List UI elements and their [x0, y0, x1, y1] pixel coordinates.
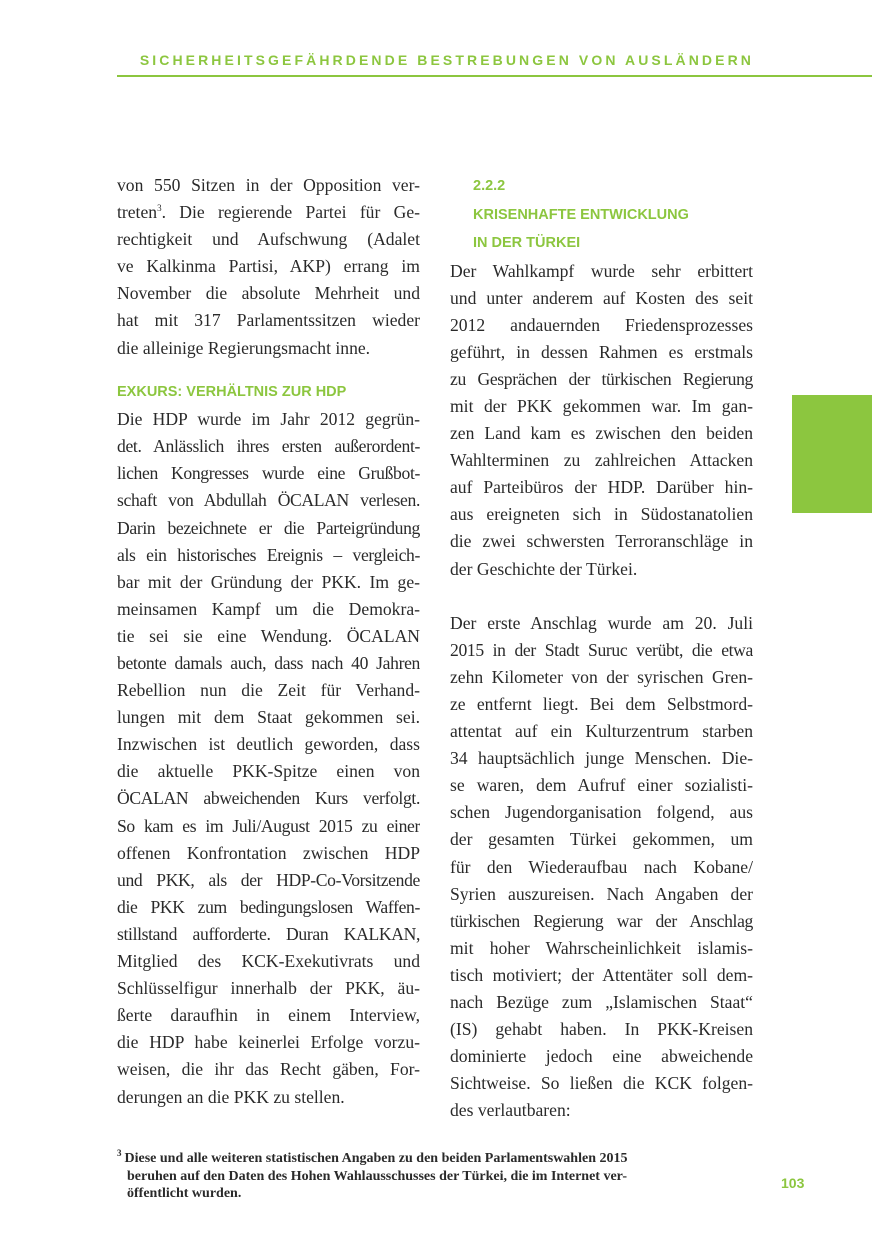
text-line: die HDP habe keinerlei Erfolge vorzu-: [117, 1032, 420, 1053]
text-line: geführt, in dessen Rahmen es erstmals: [450, 341, 753, 362]
text-line: Mitglied des KCK-Exekutivrats und: [117, 951, 420, 972]
footnote-reference[interactable]: 3: [157, 203, 162, 214]
text-line: stillstand aufforderte. Duran KALKAN,: [117, 923, 420, 944]
footnote-marker: 3: [117, 1148, 122, 1159]
header-rule: [117, 75, 872, 77]
text-line: attentat auf ein Kulturzentrum starben: [450, 721, 753, 742]
text-line: November die absolute Mehrheit und: [117, 283, 420, 304]
text-line: aus ereigneten sich in Südostanatolien: [450, 504, 753, 525]
text-line: nach Bezüge zum „Islamischen Staat“: [450, 992, 753, 1013]
text-line: schaft von Abdullah ÖCALAN verlesen.: [117, 490, 420, 511]
text-line: treten$^3$. Die regierende Partei für Ge-: [117, 202, 420, 223]
text-line: 2015 in der Stadt Suruc verübt, die etwa: [450, 639, 753, 660]
right-column: [450, 172, 753, 1125]
text-line: Darin bezeichnete er die Parteigründung: [117, 517, 420, 538]
text-line: det. Anlässlich ihres ersten außerordent-: [117, 436, 420, 457]
text-line: lungen mit dem Staat gekommen sei.: [117, 707, 420, 728]
text-line: mit hoher Wahrscheinlichkeit islamis-: [450, 937, 753, 958]
text-line: dominierte jedoch eine abweichende: [450, 1046, 753, 1067]
text-line: (IS) gehabt haben. In PKK-Kreisen: [450, 1019, 753, 1040]
text-line: ÖCALAN abweichenden Kurs verfolgt.: [117, 788, 420, 809]
text-line: ze entfernt liegt. Bei dem Selbstmord-: [450, 694, 753, 714]
text-line: der gesamten Türkei gekommen, um: [450, 829, 753, 850]
text-line: zen Land kam es zwischen den beiden: [450, 423, 753, 444]
footnote-line: beruhen auf den Daten des Hohen Wahlausschusses der Türkei, die im Internet ver-: [127, 1168, 628, 1184]
text-line: als ein historisches Ereignis – vergleich-: [117, 544, 420, 565]
section-title-line: KRISENHAFTE ENTWICKLUNG: [473, 206, 689, 223]
text-line: Wahlterminen zu zahlreichen Attacken: [450, 450, 753, 471]
text-line: für den Wiederaufbau nach Kobane/: [450, 856, 753, 877]
text-line: des verlautbaren:: [450, 1100, 571, 1121]
text-line: der Geschichte der Türkei.: [450, 558, 638, 579]
page-number: 103: [781, 1175, 805, 1191]
text-line: Rebellion nun die Zeit für Verhand-: [117, 680, 420, 701]
text-line: auf Parteibüros der HDP. Darüber hin-: [450, 477, 753, 498]
running-header: SICHERHEITSGEFÄHRDENDE BESTREBUNGEN VON AUSLÄNDERN: [139, 52, 754, 68]
text-line: die aktuelle PKK-Spitze einen von: [117, 761, 420, 782]
section-heading: [450, 172, 753, 258]
footnote-line: öffentlicht wurden.: [127, 1186, 242, 1201]
text-line: und PKK, als der HDP-Co-Vorsitzende: [117, 869, 420, 890]
text-line: So kam es im Juli/August 2015 zu einer: [117, 815, 420, 836]
text-line: se waren, dem Aufruf einer sozialisti-: [450, 775, 753, 796]
text-line: Der erste Anschlag wurde am 20. Juli: [450, 612, 753, 633]
text-line: die PKK zum bedingungslosen Waffen-: [117, 896, 420, 917]
text-line: betonte damals auch, dass nach 40 Jahren: [117, 653, 420, 673]
text-line: die alleinige Regierungsmacht inne.: [117, 337, 371, 358]
footnote: [117, 1150, 737, 1203]
text-line: Die HDP wurde im Jahr 2012 gegrün-: [117, 409, 420, 430]
text-line: bar mit der Gründung der PKK. Im ge-: [117, 571, 420, 592]
text-line: die zwei schwersten Terroranschläge in: [450, 531, 753, 552]
text-line: hat mit 317 Parlamentssitzen wieder: [117, 310, 420, 331]
text-line: meinsamen Kampf um die Demokra-: [117, 598, 420, 619]
text-line: zu Gesprächen der türkischen Regierung: [450, 368, 753, 389]
text-line: ßerte daraufhin in einem Interview,: [117, 1005, 420, 1026]
footnote-line: $^3$ Diese und alle weiteren statistischen Angaben zu den beiden Parlamentswahlen 2015: [117, 1148, 628, 1166]
text-line: Inzwischen ist deutlich geworden, dass: [117, 734, 420, 755]
text-line: derungen an die PKK zu stellen.: [117, 1086, 345, 1107]
section-number: 2.2.2: [473, 178, 506, 194]
text-line: rechtigkeit und Aufschwung (Adalet: [117, 229, 420, 250]
text-line: weisen, die ihr das Recht gäben, For-: [117, 1059, 420, 1080]
text-line: Syrien auszureisen. Nach Angaben der: [450, 883, 753, 904]
left-column: [117, 172, 420, 1111]
text-line: 2012 andauernden Friedensprozesses: [450, 314, 753, 335]
text-line: 34 hauptsächlich junge Menschen. Die-: [450, 748, 753, 769]
text-line: tie sei sie eine Wendung. ÖCALAN: [117, 625, 420, 646]
text-line: lichen Kongresses wurde eine Grußbot-: [117, 463, 420, 484]
text-line: Sichtweise. So ließen die KCK folgen-: [450, 1073, 753, 1094]
text-line: zehn Kilometer von der syrischen Gren-: [450, 666, 753, 687]
text-line: offenen Konfrontation zwischen HDP: [117, 842, 420, 863]
text-line: türkischen Regierung war der Anschlag: [450, 910, 753, 931]
text-line: schen Jugendorganisation folgend, aus: [450, 802, 753, 823]
text-line: Der Wahlkampf wurde sehr erbittert: [450, 260, 753, 281]
text-line: und unter anderem auf Kosten des seit: [450, 287, 753, 308]
text-line: Schlüsselfigur innerhalb der PKK, äu-: [117, 978, 420, 999]
exkurs-heading: EXKURS: VERHÄLTNIS ZUR HDP: [117, 383, 347, 400]
text-line: von 550 Sitzen in der Opposition ver-: [117, 175, 420, 195]
text-line: mit der PKK gekommen war. Im gan-: [450, 395, 753, 416]
section-title-line: IN DER TÜRKEI: [473, 235, 581, 251]
chapter-side-tab: [792, 395, 872, 513]
text-line: ve Kalkinma Partisi, AKP) errang im: [117, 256, 420, 277]
text-line: tisch motiviert; der Attentäter soll dem-: [450, 964, 753, 985]
